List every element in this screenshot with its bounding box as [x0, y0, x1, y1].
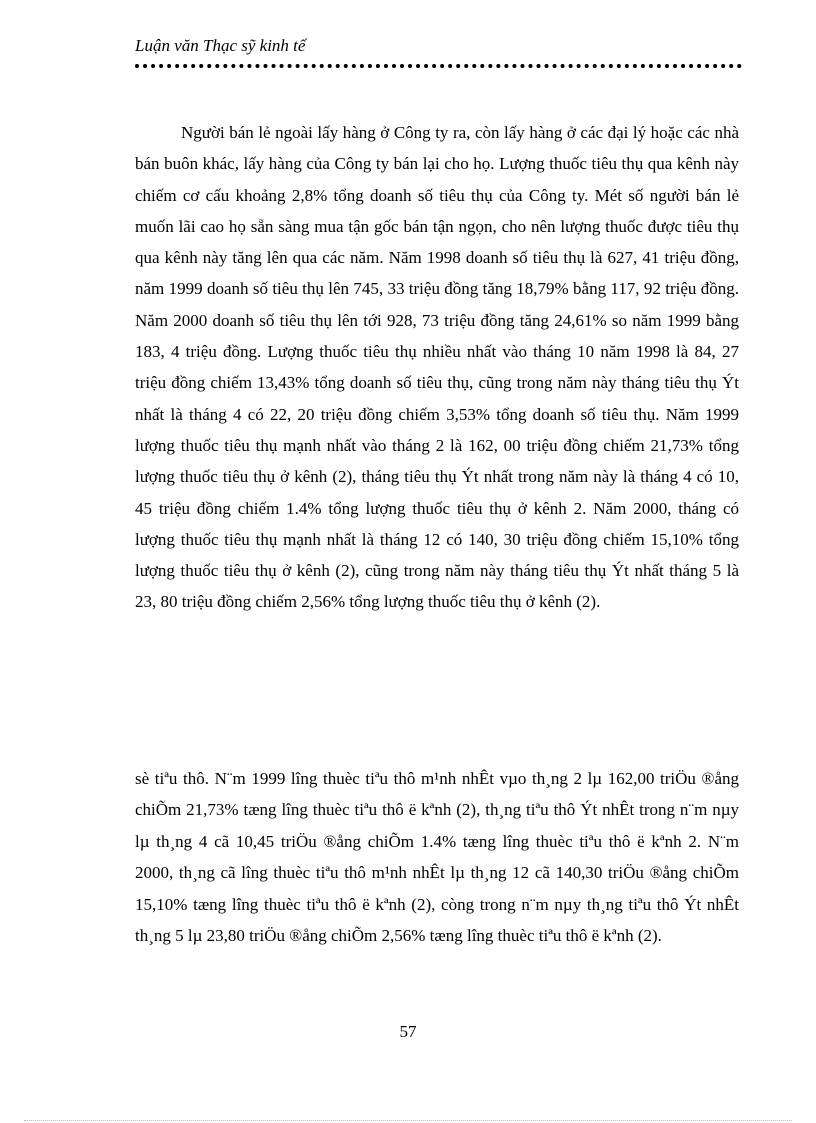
- running-header-title: Luận văn Thạc sỹ kinh tế: [135, 36, 306, 55]
- footer-dotted-rule: [24, 1120, 792, 1121]
- body-paragraph-1: Người bán lẻ ngoài lấy hàng ở Công ty ra, còn lấy hàng ở các đại lý hoặc các nhà bán buôn khác, lấy hàng của Công ty bán lại cho họ. Lượng thuốc tiêu thụ qua kênh này chiếm cơ cấu khoảng 2,8% tổng doanh số tiêu thụ của Công ty. Mét số người bán lẻ muốn lãi cao họ sẵn sàng mua tận gốc bán tận ngọn, cho nên lượng thuốc được tiêu thụ qua kênh này tăng lên qua các năm. Năm 1998 doanh số tiêu thụ là 627, 41 triệu đồng, năm 1999 doanh số tiêu thụ lên 745, 33 triệu đồng tăng 18,79% bằng 117, 92 triệu đồng. Năm 2000 doanh số tiêu thụ lên tới 928, 73 triệu đồng tăng 24,61% so năm 1999 bằng 183, 4 triệu đồng. Lượng thuốc tiêu thụ nhiều nhất vào tháng 10 năm 1998 là 84, 27 triệu đồng chiếm 13,43% tổng doanh số tiêu thụ, cũng trong năm này tháng tiêu thụ Ýt nhất là tháng 4 có 22, 20 triệu đồng chiếm 3,53% tổng doanh số tiêu thụ. Năm 1999 lượng thuốc tiêu thụ mạnh nhất vào tháng 2 là 162, 00 triệu đồng chiếm 21,73% tổng lượng thuốc tiêu thụ ở kênh (2), tháng tiêu thụ Ýt nhất trong năm này là tháng 4 có 10, 45 triệu đồng chiếm 1.4% tổng lượng thuốc tiêu thụ ở kênh 2. Năm 2000, tháng có lượng thuốc tiêu thụ mạnh nhất là tháng 12 có 140, 30 triệu đồng chiếm 15,10% tổng lượng thuốc tiêu thụ ở kênh (2), cũng trong năm này tháng tiêu thụ Ýt nhất tháng 5 là 23, 80 triệu đồng chiếm 2,56% tổng lượng thuốc tiêu thụ ở kênh (2).: [135, 123, 739, 612]
- header-dotted-rule: [135, 64, 742, 68]
- page-number: 57: [399, 1022, 417, 1041]
- body-paragraph-2-legacy-encoding: sè tiªu thô. N¨m 1999 lîng thuèc tiªu thô m¹nh nhÊt vµo th¸ng 2 lµ 162,00 triÖu ®ång chiÕm 21,73% tæng lîng thuèc tiªu thô ë kªnh (2), th¸ng tiªu thô Ýt nhÊt trong n¨m nµy lµ th¸ng 4 cã 10,45 triÖu ®ång chiÕm 1.4% tæng lîng thuèc tiªu thô ë kªnh 2. N¨m 2000, th¸ng cã lîng thuèc tiªu thô m¹nh nhÊt lµ th¸ng 12 cã 140,30 triÖu ®ång chiÕm 15,10% tæng lîng thuèc tiªu thô ë kªnh (2), còng trong n¨m nµy th¸ng tiªu thô Ýt nhÊt th¸ng 5 lµ 23,80 triÖu ®ång chiÕm 2,56% tæng lîng thuèc tiªu thô ë kªnh (2).: [135, 769, 739, 946]
